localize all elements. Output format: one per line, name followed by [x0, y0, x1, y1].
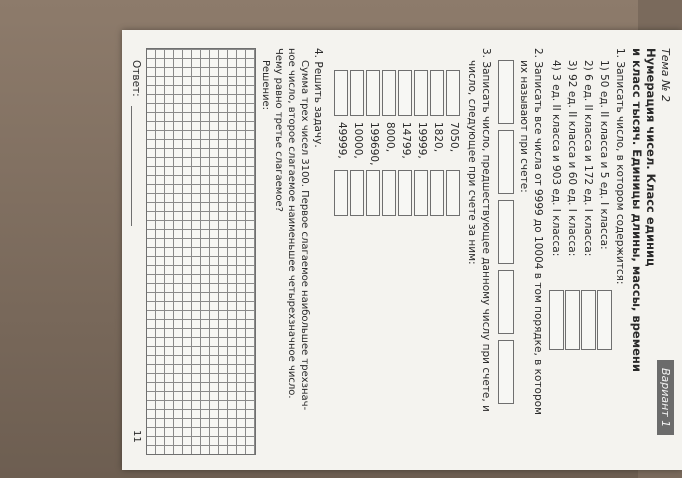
task1-answer-box-1[interactable]: [597, 290, 612, 350]
task3-prev-box-1[interactable]: [446, 70, 460, 116]
task3-next-box-1[interactable]: [446, 170, 460, 216]
task3-next-box-3[interactable]: [414, 170, 428, 216]
task1-answer-box-2[interactable]: [581, 290, 596, 350]
task3-number-6: 199690,: [368, 122, 380, 166]
task1-answer-box-3[interactable]: [565, 290, 580, 350]
solution-grid[interactable]: [146, 48, 256, 455]
task3-prev-box-5[interactable]: [382, 70, 396, 116]
task3-prompt-line1: 3. Записать число, предшествующее данному числу при счете, и: [480, 48, 492, 412]
answer-line[interactable]: [131, 106, 132, 226]
task3-prev-box-2[interactable]: [430, 70, 444, 116]
task2-answer-box-5[interactable]: [498, 340, 514, 404]
solution-label: Решение:: [260, 60, 271, 111]
task3-next-box-6[interactable]: [366, 170, 380, 216]
task3-prev-box-6[interactable]: [366, 70, 380, 116]
task3-prev-box-8[interactable]: [334, 70, 348, 116]
task3-number-8: 49999,: [336, 122, 348, 159]
page-number: 11: [131, 430, 142, 443]
task3-number-2: 1820,: [432, 122, 444, 153]
task3-prompt-line2: число, следующее при счете за ним:: [466, 60, 478, 265]
topic-label: Тема № 2: [659, 48, 672, 102]
variant-badge: Вариант 1: [657, 360, 674, 435]
task3-number-5: 8000,: [384, 122, 396, 153]
task4-text-line1: Сумма трех чисел 3100. Первое слагаемое наибольшее трехзнач-: [299, 60, 310, 411]
task3-number-4: 14799,: [400, 122, 412, 159]
task3-next-box-5[interactable]: [382, 170, 396, 216]
task1-item-2: 2) 6 ед. II класса и 172 ед. I класса:: [582, 60, 594, 257]
task3-number-1: 7050,: [448, 122, 460, 153]
task3-prev-box-4[interactable]: [398, 70, 412, 116]
task3-prev-box-7[interactable]: [350, 70, 364, 116]
task3-next-box-4[interactable]: [398, 170, 412, 216]
task2-prompt-line1: 2. Записать все числа от 9999 до 10004 в том порядке, в котором: [532, 48, 544, 415]
task1-item-3: 3) 92 ед. II класса и 60 ед. I класса:: [566, 60, 578, 257]
task3-number-3: 19999,: [416, 122, 428, 159]
page-title-line2: и класс тысяч. Единицы длины, массы, времени: [630, 48, 644, 372]
task2-answer-box-4[interactable]: [498, 270, 514, 334]
task3-next-box-2[interactable]: [430, 170, 444, 216]
task4-text-line2: ное число, второе слагаемое наименьшее четырехзначное число.: [286, 48, 297, 399]
task2-answer-box-3[interactable]: [498, 200, 514, 264]
page-title-line1: Нумерация чисел. Класс единиц: [644, 48, 658, 267]
task4-prompt: 4. Решить задачу.: [312, 48, 324, 148]
task1-answer-box-4[interactable]: [549, 290, 564, 350]
task3-next-box-8[interactable]: [334, 170, 348, 216]
task2-prompt-line2: их называют при счете:: [518, 60, 530, 193]
task1-item-4: 4) 3 ед. II класса и 903 ед. I класса:: [550, 60, 562, 257]
task3-next-box-7[interactable]: [350, 170, 364, 216]
answer-label: Ответ:: [130, 60, 142, 97]
task2-answer-box-1[interactable]: [498, 60, 514, 124]
task1-prompt: 1. Записать число, в котором содержится:: [614, 48, 626, 285]
task1-item-1: 1) 50 ед. II класса и 5 ед. I класса:: [598, 60, 610, 250]
worksheet-page: [122, 30, 682, 470]
task3-number-7: 10000,: [352, 122, 364, 159]
task3-prev-box-3[interactable]: [414, 70, 428, 116]
task2-answer-box-2[interactable]: [498, 130, 514, 194]
task4-text-line3: Чему равно третье слагаемое?: [273, 48, 284, 212]
